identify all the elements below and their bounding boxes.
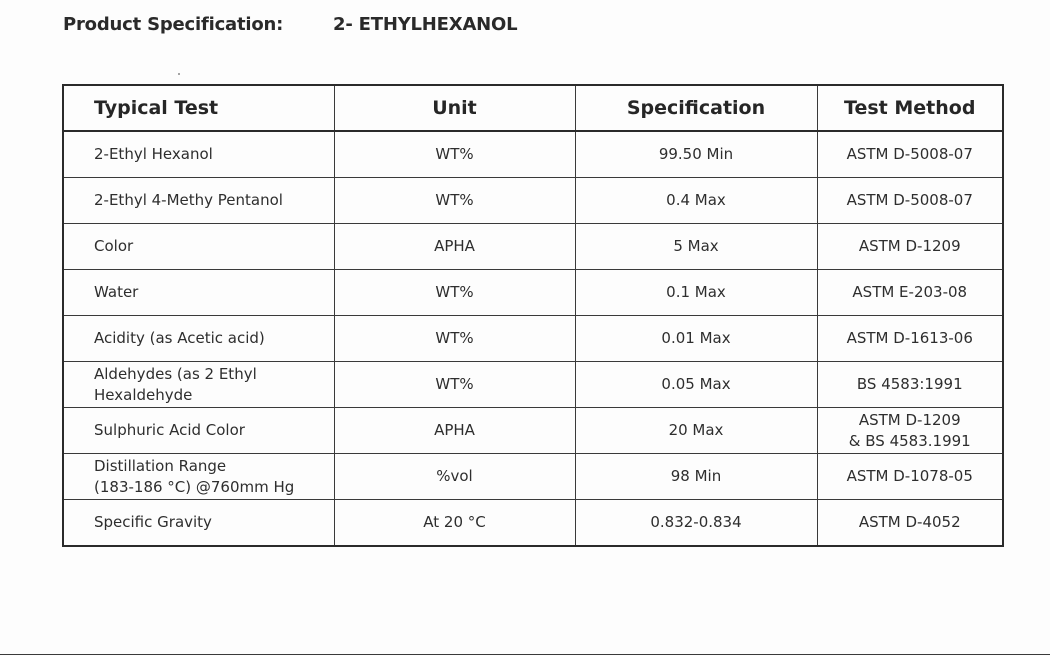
page-title [63, 14, 517, 35]
cell-spec: 20 Max [575, 408, 817, 454]
cell-spec: 0.05 Max [575, 362, 817, 408]
cell-method: ASTM D-1613-06 [817, 316, 1003, 362]
cell-spec: 0.01 Max [575, 316, 817, 362]
table-row [63, 454, 1003, 500]
cell-spec: 0.1 Max [575, 270, 817, 316]
cell-method: ASTM E-203-08 [817, 270, 1003, 316]
table-row [63, 500, 1003, 547]
cell-test: Distillation Range (183-186 °C) @760mm Hg [63, 454, 334, 500]
cell-method: ASTM D-5008-07 [817, 131, 1003, 178]
cell-spec: 0.4 Max [575, 178, 817, 224]
cell-test: 2-Ethyl Hexanol [63, 131, 334, 178]
cell-unit: WT% [334, 316, 575, 362]
cell-test: Color [63, 224, 334, 270]
cell-test: Aldehydes (as 2 Ethyl Hexaldehyde [63, 362, 334, 408]
cell-test: Acidity (as Acetic acid) [63, 316, 334, 362]
table-row [63, 316, 1003, 362]
page-bottom-rule [0, 654, 1050, 655]
cell-unit: At 20 °C [334, 500, 575, 547]
specification-table [62, 84, 1004, 547]
cell-test: Specific Gravity [63, 500, 334, 547]
cell-spec: 98 Min [575, 454, 817, 500]
cell-unit: WT% [334, 131, 575, 178]
cell-test: Sulphuric Acid Color [63, 408, 334, 454]
cell-unit: %vol [334, 454, 575, 500]
table-row [63, 362, 1003, 408]
cell-unit: APHA [334, 224, 575, 270]
cell-method: ASTM D-5008-07 [817, 178, 1003, 224]
table-row [63, 270, 1003, 316]
cell-method: ASTM D-1209 & BS 4583.1991 [817, 408, 1003, 454]
cell-method: ASTM D-1209 [817, 224, 1003, 270]
cell-test: Water [63, 270, 334, 316]
header-test-method: Test Method [817, 85, 1003, 131]
cell-test: 2-Ethyl 4-Methy Pentanol [63, 178, 334, 224]
cell-unit: WT% [334, 270, 575, 316]
cell-unit: APHA [334, 408, 575, 454]
cell-spec: 5 Max [575, 224, 817, 270]
title-label: Product Specification: [63, 14, 284, 35]
header-unit: Unit [334, 85, 575, 131]
table-row [63, 178, 1003, 224]
header-specification: Specification [575, 85, 817, 131]
table-row [63, 408, 1003, 454]
cell-method: ASTM D-4052 [817, 500, 1003, 547]
cell-unit: WT% [334, 178, 575, 224]
cell-spec: 99.50 Min [575, 131, 817, 178]
cell-method: ASTM D-1078-05 [817, 454, 1003, 500]
cell-method: BS 4583:1991 [817, 362, 1003, 408]
title-product: 2- ETHYLHEXANOL [333, 14, 518, 35]
header-typical-test: Typical Test [63, 85, 334, 131]
table-row [63, 131, 1003, 178]
scan-speck [178, 73, 180, 75]
cell-unit: WT% [334, 362, 575, 408]
cell-spec: 0.832-0.834 [575, 500, 817, 547]
table-header-row [63, 85, 1003, 131]
table-row [63, 224, 1003, 270]
